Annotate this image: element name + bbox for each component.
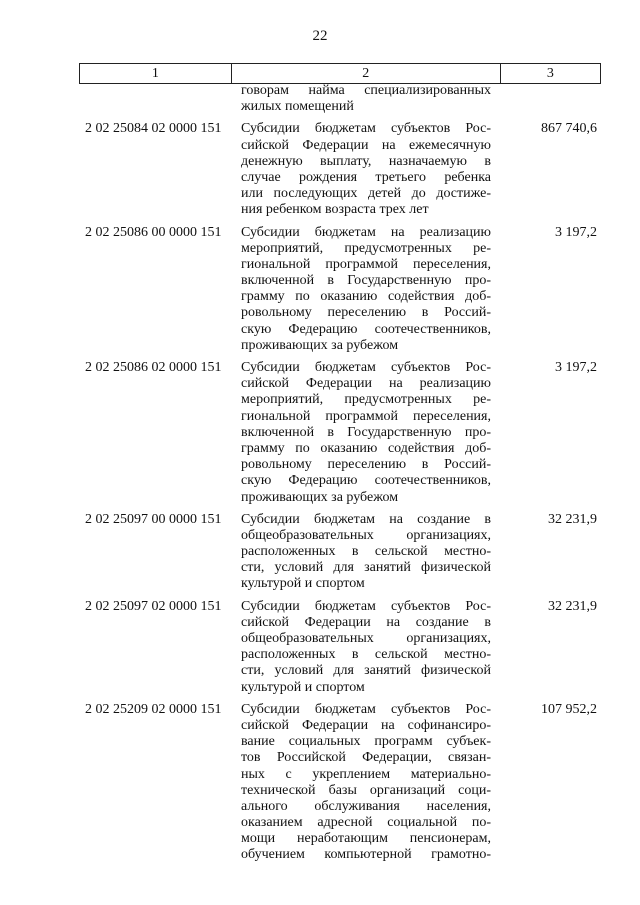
description-line: расположенных в сельской местно- <box>241 647 491 663</box>
description-line: Субсидии бюджетам на создание в <box>241 511 491 527</box>
description-line: гиональной программой переселения, <box>241 408 491 424</box>
column-header-1: 1 <box>80 64 232 84</box>
budget-code: 2 02 25084 02 0000 151 <box>85 121 222 137</box>
description-line: Субсидии бюджетам субъектов Рос- <box>241 701 491 717</box>
description-line: культурой и спортом <box>241 576 365 592</box>
description-line: сти, условий для занятий физической <box>241 663 491 679</box>
budget-code: 2 02 25086 02 0000 151 <box>85 360 222 375</box>
description-line: ровольному переселению в Россий- <box>241 305 491 321</box>
description-line: или последующих детей до достиже- <box>241 186 491 202</box>
amount-value: 107 952,2 <box>541 701 597 717</box>
description-line: гиональной программой переселения, <box>241 256 491 272</box>
description-line: проживающих за рубежом <box>241 489 399 505</box>
income-description <box>241 83 491 115</box>
description-line: Субсидии бюджетам субъектов Рос- <box>241 121 491 137</box>
table-row <box>79 225 601 355</box>
table-row <box>79 702 601 864</box>
income-description <box>241 512 491 593</box>
description-line: сийской Федерации на реализацию <box>241 376 491 392</box>
description-line: технической базы организаций соци- <box>241 782 491 798</box>
page-number: 22 <box>312 28 328 44</box>
table-row <box>79 360 601 506</box>
description-line: ния ребенком возраста трех лет <box>241 202 429 218</box>
budget-code: 2 02 25097 02 0000 151 <box>85 598 222 614</box>
description-line: мощи неработающим пенсионерам, <box>241 831 491 847</box>
amount-value: 867 740,6 <box>541 121 597 137</box>
description-line: мероприятий, предусмотренных ре- <box>241 392 491 408</box>
description-line: тов Российской Федерации, связан- <box>241 750 491 766</box>
description-line: Субсидии бюджетам на реализацию <box>241 224 491 240</box>
income-description <box>241 225 491 355</box>
description-line: говорам найма специализированных <box>241 83 491 98</box>
description-line: грамму по оказанию содействия доб- <box>241 289 491 305</box>
amount-value: 32 231,9 <box>548 511 597 527</box>
description-line: проживающих за рубежом <box>241 337 399 353</box>
column-header-2: 2 <box>231 64 500 84</box>
amount-value: 32 231,9 <box>548 598 597 614</box>
income-description <box>241 702 491 864</box>
income-description <box>241 121 491 218</box>
description-line: обучением компьютерной грамотно- <box>241 847 491 863</box>
budget-code: 2 02 25209 02 0000 151 <box>85 701 222 717</box>
description-line: включенной в Государственную про- <box>241 273 491 289</box>
description-line: сийской Федерации на ежемесячную <box>241 137 491 153</box>
description-line: ных с укреплением материально- <box>241 766 491 782</box>
description-line: мероприятий, предусмотренных ре- <box>241 240 491 256</box>
description-line: расположенных в сельской местно- <box>241 544 491 560</box>
description-line: оказанием адресной социальной по- <box>241 815 491 831</box>
table-row <box>79 599 601 696</box>
description-line: вание социальных программ субъек- <box>241 734 491 750</box>
description-line: грамму по оказанию содействия доб- <box>241 440 491 456</box>
description-line: ровольному переселению в Россий- <box>241 457 491 473</box>
table-row <box>79 512 601 593</box>
budget-code: 2 02 25097 00 0000 151 <box>85 511 222 527</box>
description-line: случае рождения третьего ребенка <box>241 169 491 185</box>
description-line: включенной в Государственную про- <box>241 424 491 440</box>
description-line: культурой и спортом <box>241 679 365 695</box>
description-line: ального обслуживания населения, <box>241 798 491 814</box>
description-line: денежную выплату, назначаемую в <box>241 153 491 169</box>
description-line: сийской Федерации на софинансиро- <box>241 717 491 733</box>
table-body <box>79 83 601 864</box>
description-line: скую Федерацию соотечественников, <box>241 321 491 337</box>
income-description <box>241 360 491 506</box>
description-line: общеобразовательных организациях, <box>241 527 491 543</box>
table-row <box>79 83 601 115</box>
table-row <box>79 121 601 218</box>
income-description <box>241 599 491 696</box>
description-line: Субсидии бюджетам субъектов Рос- <box>241 598 491 614</box>
description-line: жилых помещений <box>241 99 354 115</box>
amount-value: 3 197,2 <box>555 360 597 375</box>
description-line: скую Федерацию соотечественников, <box>241 473 491 489</box>
amount-value: 3 197,2 <box>555 224 597 240</box>
column-header-3: 3 <box>500 64 600 84</box>
description-line: сийской Федерации на создание в <box>241 614 491 630</box>
column-header-table <box>79 63 601 84</box>
description-line: общеобразовательных организациях, <box>241 631 491 646</box>
description-line: Субсидии бюджетам субъектов Рос- <box>241 360 491 375</box>
budget-code: 2 02 25086 00 0000 151 <box>85 224 222 240</box>
column-header-row <box>80 64 601 84</box>
description-line: сти, условий для занятий физической <box>241 560 491 576</box>
